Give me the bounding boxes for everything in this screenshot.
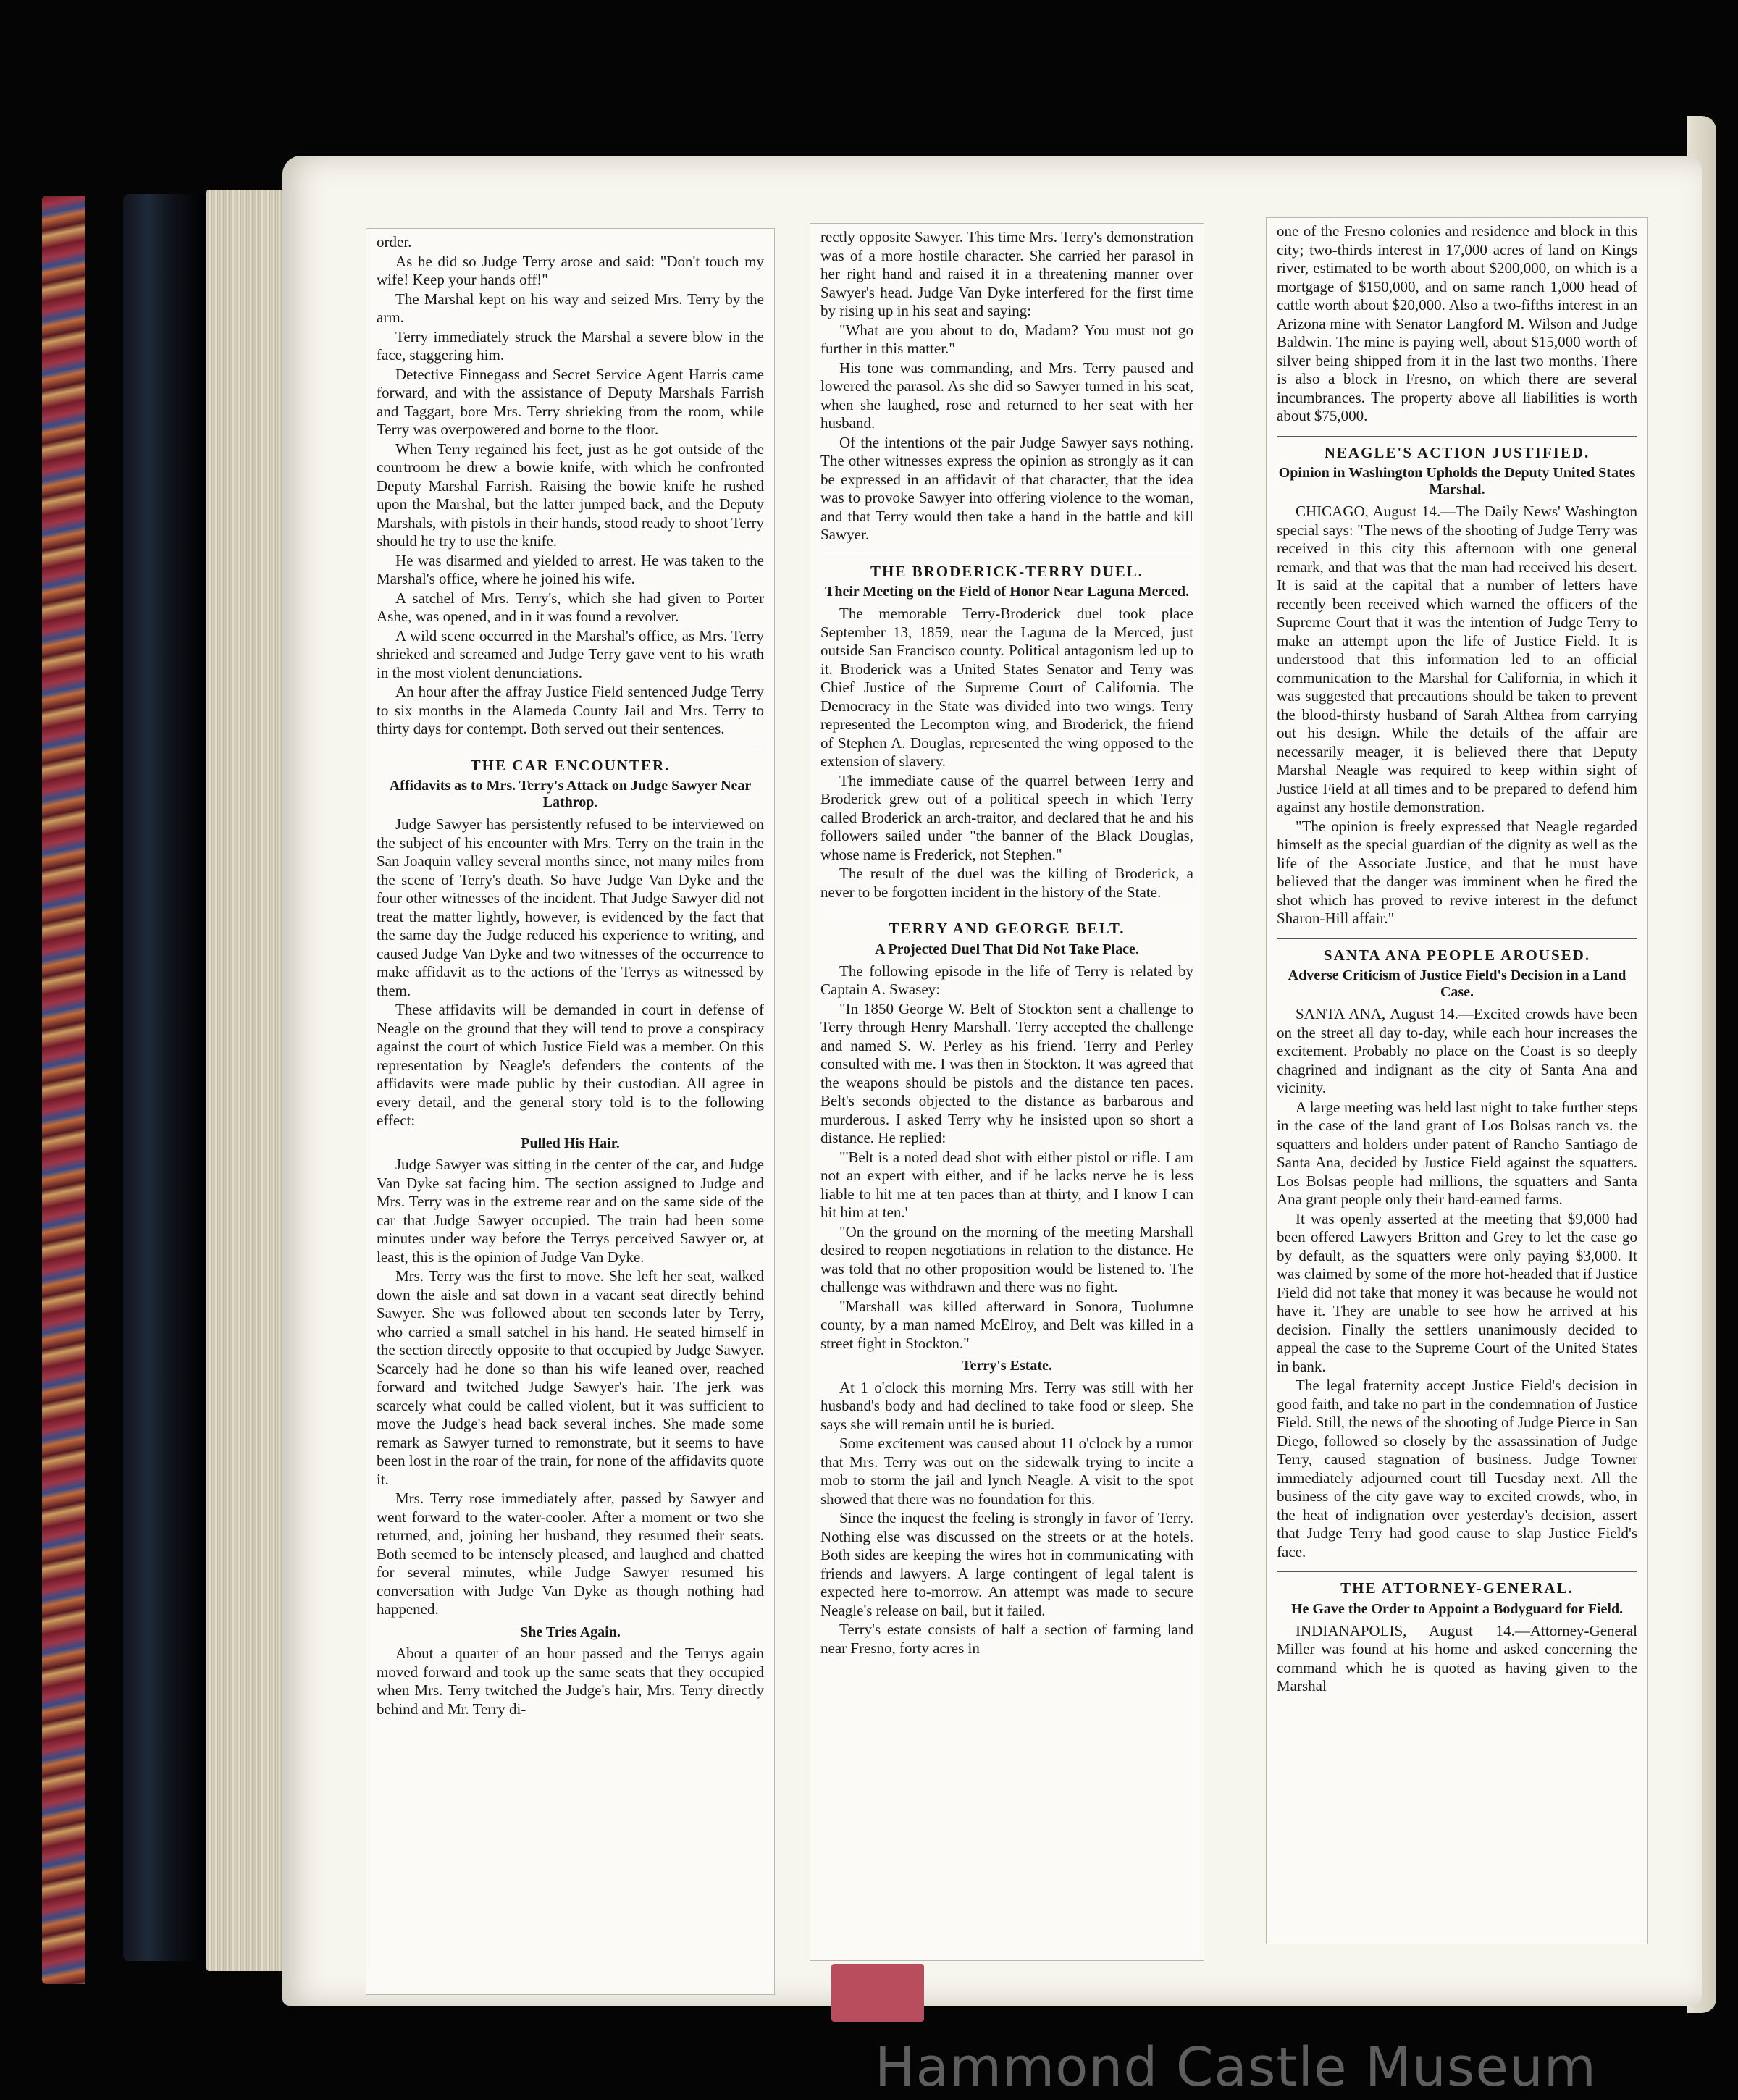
paragraph: "'Belt is a noted dead shot with either pistol or rifle. I am not an expert with either, and if he lacks nerve he is less liable to hit me at ten paces than at thirty, and I know I can hit him at ten.' [820, 1148, 1193, 1221]
paragraph: As he did so Judge Terry arose and said: "Don't touch my wife! Keep your hands off!" [377, 252, 764, 288]
paragraph: Judge Sawyer was sitting in the center of the car, and Judge Van Dyke sat facing him. The section assigned to Judge and Mrs. Terry was in the extreme rear and on the same side of the car that Judge Sawyer occupied. The train had been some minutes under way before the Terrys perceived Sawyer or, at least, this is the opinion of Judge Van Dyke. [377, 1156, 764, 1266]
clipping-column-3 [1266, 217, 1648, 1944]
subheadline: Adverse Criticism of Justice Field's Decision in a Land Case. [1288, 967, 1626, 1000]
paragraph: one of the Fresno colonies and residence and block in this city; two-thirds interest in 17,000 acres of land on Kings river, estimated to be worth about $200,000, on which is a mortgage of $150,000, and on same ranch 1,000 head of cattle worth about $20,000. Also a two-fifths interest in an Arizona mine with Senator Langford M. Wilson and Judge Baldwin. The mine is paying well, about $15,000 worth of silver being shipped from it in the last two months. There is also a block in Fresno, on which there are several incumbrances. The property above all liabilities is worth about $75,000. [1277, 222, 1637, 424]
paragraph: The result of the duel was the killing of Broderick, a never to be forgotten incident in the history of the State. [820, 865, 1193, 901]
paragraph: INDIANAPOLIS, August 14.—Attorney-General Miller was found at his home and asked concerning the command which he is quoted as having given to the Marshal [1277, 1621, 1637, 1694]
paragraph: The immediate cause of the quarrel between Terry and Broderick grew out of a political speech in which Terry called Broderick an arch-traitor, and declared that he and his followers sailed under "the banner of the Black Douglas, whose name is Frederick, not Stephen." [820, 771, 1193, 863]
paragraph: At 1 o'clock this morning Mrs. Terry was still with her husband's body and had declined to take food or sleep. She says she will remain until he is buried. [820, 1378, 1193, 1433]
paragraph: "What are you about to do, Madam? You must not go further in this matter." [820, 321, 1193, 357]
paragraph: A wild scene occurred in the Marshal's office, as Mrs. Terry shrieked and screamed and Judge Terry gave vent to his wrath in the most violent denunciations. [377, 626, 764, 681]
section-heading: Pulled His Hair. [521, 1135, 620, 1151]
headline: NEAGLE'S ACTION JUSTIFIED. [1277, 436, 1637, 463]
section-heading: She Tries Again. [520, 1624, 621, 1640]
marbled-board [42, 196, 85, 1984]
paragraph: A large meeting was held last night to take further steps in the case of the land grant of Los Bolsas ranch vs. the squatters and holders under patent of Rancho Santiago de Santa Ana, decided by Justice Field against the squatters. Los Bolsas people had millions, the squatters and Santa Ana grant people only their hard-earned farms. [1277, 1098, 1637, 1208]
headline: SANTA ANA PEOPLE AROUSED. [1277, 938, 1637, 965]
paragraph: rectly opposite Sawyer. This time Mrs. Terry's demonstration was of a more hostile character. She carried her parasol in her right hand and raised it in a threatening manner over Sawyer's head. Judge Van Dyke interfered for the first time by rising up in his seat and saying: [820, 228, 1193, 319]
clipping-column-1 [366, 228, 775, 1995]
paragraph: The Marshal kept on his way and seized Mrs. Terry by the arm. [377, 290, 764, 326]
section-heading: Terry's Estate. [962, 1358, 1052, 1374]
paragraph: When Terry regained his feet, just as he got outside of the courtroom he drew a bowie knife, with which he confronted Deputy Marshal Farrish. Raising the bowie knife he rushed upon the Marshal, but the latter jumped back, and the Deputy Marshals, with pistols in their hands, stood ready to shoot Terry should he try to use the knife. [377, 440, 764, 550]
paragraph: About a quarter of an hour passed and the Terrys again moved forward and took up the same seats that they occupied when Mrs. Terry twitched the Judge's hair, Mrs. Terry directly behind and Mr. Terry di- [377, 1645, 764, 1718]
paragraph: "Marshall was killed afterward in Sonora, Tuolumne county, by a man named McElroy, and Belt was killed in a street fight in Stockton." [820, 1297, 1193, 1352]
paragraph: Mrs. Terry rose immediately after, passed by Sawyer and went forward to the water-cooler. After a moment or two she returned, and, joining her husband, they resumed their seats. Both seemed to be intensely pleased, and laughed and chatted for several minutes, while Judge Sawyer resumed his conversation with Judge Van Dyke as though nothing had happened. [377, 1490, 764, 1618]
paragraph: It was openly asserted at the meeting that $9,000 had been offered Lawyers Britton and Grey to let the case go by default, as the squatters were only paying $3,000. It was claimed by some of the more hot-headed that if Justice Field did not take that money it was because he would not have it. They are unable to see how he arrived at his decision. Finally the settlers unanimously decided to appeal the case to the Supreme Court of the United States in bank. [1277, 1209, 1638, 1375]
paragraph: SANTA ANA, August 14.—Excited crowds have been on the street all day to-day, while each hour increases the excitement. Probably no place on the Coast is so deeply chagrined and indignant as the city of Santa Ana and vicinity. [1277, 1005, 1637, 1096]
subheadline: Their Meeting on the Field of Honor Near Laguna Merced. [825, 584, 1189, 600]
paragraph: Mrs. Terry was the first to move. She left her seat, walked down the aisle and sat down in a vacant seat directly behind Sawyer. She was followed about ten seconds later by Terry, who carried a small satchel in his hand. He seated himself in the section directly opposite to that occupied by Judge Sawyer. Scarcely had he done so than his wife leaned over, reached forward and twitched Judge Sawyer's hair. The jerk was scarcely what could be called violent, but it was sufficient to move the Judge's head back several inches. She made some remark as Sawyer turned to remonstrate, but it seems to have been lost in the roar of the train, for none of the affidavits quote it. [377, 1267, 764, 1488]
paragraph: These affidavits will be demanded in court in defense of Neagle on the ground that they will tend to prove a conspiracy against the court of which Justice Field was a member. On this representation by Neagle's defenders the contents of the affidavits were made public by their custodian. All agree in every detail, and the general story told is to the following effect: [377, 1001, 764, 1129]
paragraph: "On the ground on the morning of the meeting Marshall desired to reopen negotiations in relation to the distance. He was told that no other proposition would be listened to. The challenge was withdrawn and there was no fight. [820, 1222, 1193, 1295]
paragraph: His tone was commanding, and Mrs. Terry paused and lowered the parasol. As she did so Sawyer turned in his seat, when she laughed, rose and returned to her seat with her husband. [820, 358, 1193, 432]
paragraph: Since the inquest the feeling is strongly in favor of Terry. Nothing else was discussed on the streets or at the hotels. Both sides are keeping the wires hot in communicating with friends and lawyers. A large contingent of legal talent is expected here to-morrow. An attempt was made to secure Neagle's release on bail, but it failed. [820, 1509, 1193, 1619]
headline: THE CAR ENCOUNTER. [377, 749, 764, 776]
watermark: Hammond Castle Museum [875, 2036, 1597, 2099]
headline: THE BRODERICK-TERRY DUEL. [820, 555, 1193, 581]
headline: THE ATTORNEY-GENERAL. [1277, 1571, 1637, 1598]
paragraph: Terry's estate consists of half a section of farming land near Fresno, forty acres in [820, 1621, 1193, 1657]
paragraph: The legal fraternity accept Justice Field's decision in good faith, and take no part in the condemnation of Justice Field. Still, the news of the shooting of Judge Pierce in San Diego, followed so closely by the assassination of Judge Terry, caused stagnation of business. Judge Towner immediately adjourned court till Tuesday next. All the business of the city gave way to excited crowds, who, in the heat of indignation over yesterday's decision, assert that Judge Terry had good cause to slap Justice Field's face. [1277, 1377, 1637, 1561]
headline: TERRY AND GEORGE BELT. [820, 912, 1193, 938]
paragraph: CHICAGO, August 14.—The Daily News' Washington special says: "The news of the shooting of Judge Terry was received in this city this afternoon with one general remark, and that was that the man had received his desert. It is said at the capital that a number of letters have recently been received which warned the officers of the Supreme Court that it was the intention of Judge Terry to make an attempt upon the life of Justice Field. It is understood that this information led to an official communication to the Marshal for California, in which it was suggested that precautions should be taken to prevent the blood-thirsty husband of Sarah Althea from carrying out his design. While the details of the affair are necessarily meager, it is believed there that Deputy Marshal Neagle was required to keep within sight of Justice Field at all times and to be prepared to defend him against any hostile demonstration. [1277, 503, 1637, 815]
paragraph: "The opinion is freely expressed that Neagle regarded himself as the special guardian of the dignity as well as the life of the Associate Justice, and that he must have believed that the danger was imminent when he fired the shot which has proved to revive interest in the defunct Sharon-Hill affair." [1277, 817, 1637, 927]
paragraph: He was disarmed and yielded to arrest. He was taken to the Marshal's office, where he joined his wife. [377, 551, 764, 587]
paragraph: A satchel of Mrs. Terry's, which she had given to Porter Ashe, was opened, and in it was found a revolver. [377, 589, 764, 625]
paragraph: Some excitement was caused about 11 o'clock by a rumor that Mrs. Terry was out on the sidewalk trying to incite a mob to storm the jail and lynch Neagle. A visit to the spot showed that there was no foundation for this. [820, 1435, 1193, 1508]
paragraph: Detective Finnegass and Secret Service Agent Harris came forward, and with the assistance of Deputy Marshals Farrish and Taggart, bore Mrs. Terry shrieking from the room, while Terry was overpowered and borne to the floor. [377, 365, 764, 438]
book-spine [123, 194, 206, 1961]
paragraph: The memorable Terry-Broderick duel took place September 13, 1859, near the Laguna de la Merced, just outside San Francisco county. Political antagonism led up to it. Broderick was a United States Senator and Terry was Chief Justice of the Supreme Court of California. The Democracy in the State was divided into two wings. Terry represented the Lecompton wing, and Broderick, the friend of Stephen A. Douglas, represented the wing opposed to the extension of slavery. [820, 605, 1193, 770]
paragraph: Terry immediately struck the Marshal a severe blow in the face, staggering him. [377, 327, 764, 364]
bookmark-ribbon [831, 1964, 924, 2022]
paragraph: Judge Sawyer has persistently refused to be interviewed on the subject of his encounter with Mrs. Terry on the train in the San Joaquin valley several months since, not many miles from the scene of Terry's death. So have Judge Van Dyke and the four other witnesses of the incident. That Judge Sawyer did not treat the matter lightly, however, is evidenced by the fact that the same day the Judge reduced his experience to writing, and caused Judge Van Dyke and two witnesses of the occurrence to make affidavit as to the actions of the Terrys as witnessed by them. [377, 815, 764, 999]
paragraph: Of the intentions of the pair Judge Sawyer says nothing. The other witnesses express the opinion as strongly as it can be expressed in an affidavit of that character, that the idea was to provoke Sawyer into offering violence to the woman, and that Terry would then take a hand in the battle and kill Sawyer. [820, 433, 1193, 543]
subheadline: Opinion in Washington Upholds the Deputy United States Marshal. [1278, 465, 1636, 497]
paragraph: The following episode in the life of Terry is related by Captain A. Swasey: [820, 962, 1193, 998]
page-edges [206, 190, 286, 1971]
subheadline: A Projected Duel That Did Not Take Place. [875, 941, 1139, 957]
paragraph: An hour after the affray Justice Field sentenced Judge Terry to six months in the Alameda County Jail and Mrs. Terry to thirty days for contempt. Both served out their sentences. [377, 683, 764, 737]
paragraph: "In 1850 George W. Belt of Stockton sent a challenge to Terry through Henry Marshall. Terry accepted the challenge and named S. W. Perley as his friend. Terry and Perley consulted with me. I was then in Stockton. It was agreed that the weapons should be pistols and the distance ten paces. Belt's seconds objected to the distance as barbarous and murderous. I asked Terry why he insisted upon so short a distance. He replied: [820, 999, 1193, 1146]
subheadline: He Gave the Order to Appoint a Bodyguard for Field. [1290, 1600, 1624, 1617]
paragraph: order. [377, 233, 412, 251]
clipping-column-2 [810, 223, 1204, 1961]
subheadline: Affidavits as to Mrs. Terry's Attack on Judge Sawyer Near Lathrop. [389, 778, 752, 810]
